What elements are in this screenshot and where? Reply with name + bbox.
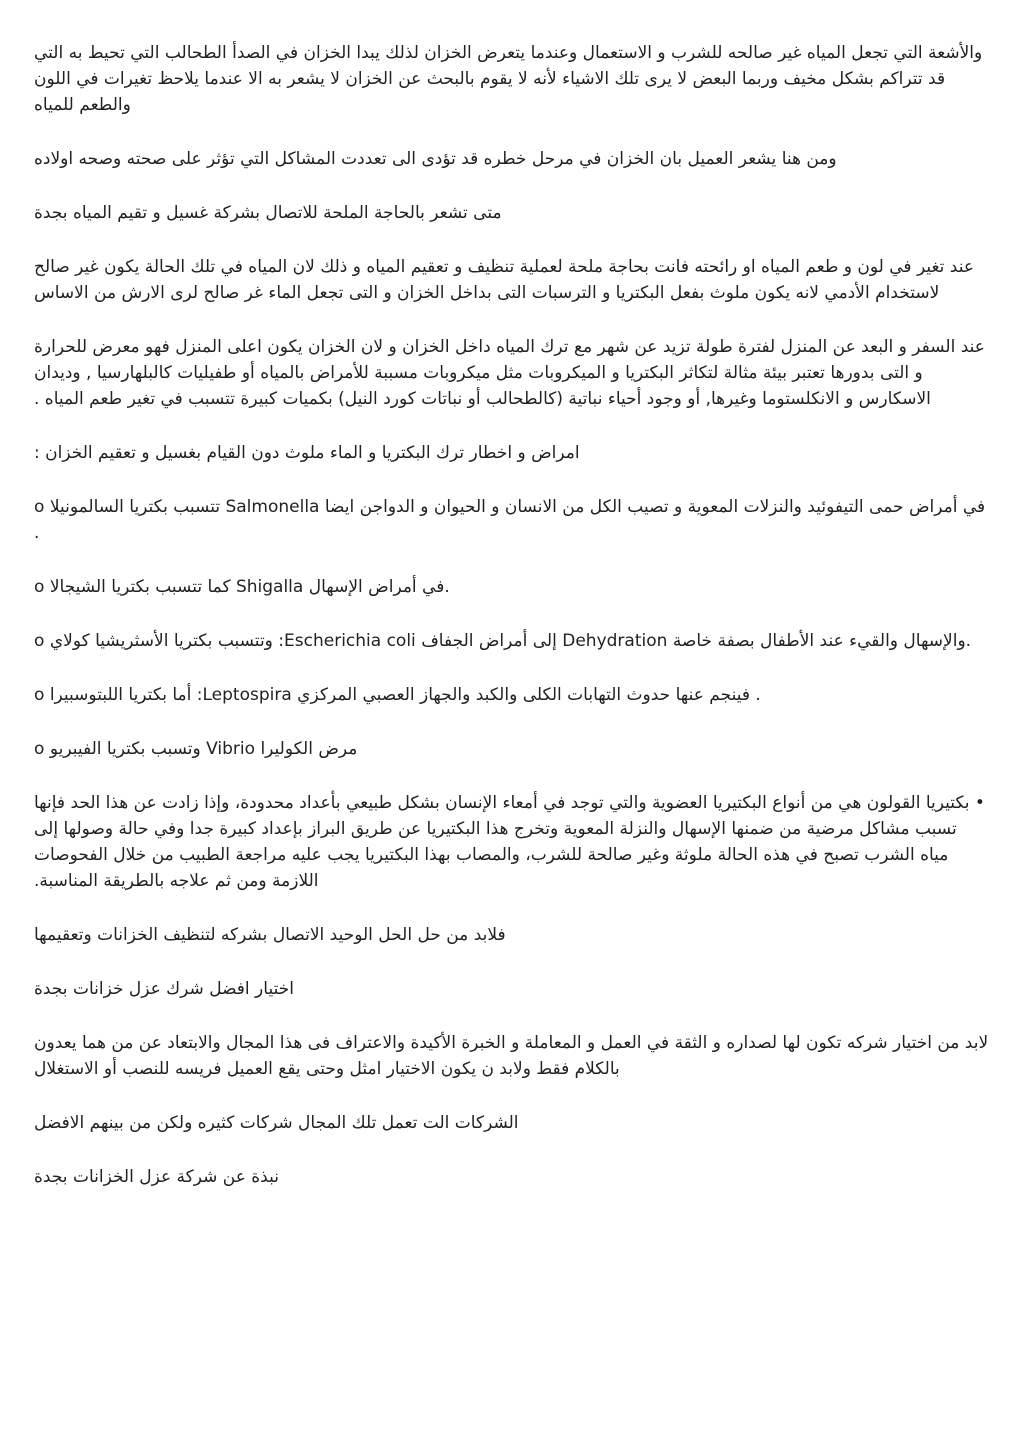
list-item-coliform-bacteria: • بكتيريا القولون هي من أنواع البكتيريا العضوية والتي توجد في أمعاء الإنسان بشكل طبيعي بأعداد محدودة، وإذا زادت عن هذا الحد فإنها تسبب مشاكل مرضية من ضمنها الإسهال والنزلة المعوية وتخرج هذا البكتيريا عن طريق البراز بإعداد كبيرة جدا وفي حالة وصولها إلى مياه الشرب تصبح في هذه الحالة ملوثة وغير صالحة للشرب، والمصاب بهذا البكتيريا يجب عليه مراجعة الطبيب من خلال الفحوصات اللازمة ومن ثم علاجه بالطريقة المناسبة. xyxy=(34,793,985,891)
paragraph-choose-trusted-company: لابد من اختيار شركه تكون لها لصداره و الثقة في العمل و المعاملة و الخبرة الأكيدة والاعتراف فى هذا المجال والابتعاد عن من هما يعدون بالكلام فقط ولابد ن يكون الاختيار امثل وحتى يقع العميل فريسه للنصب أو الاستغلال xyxy=(34,1033,989,1079)
paragraph-many-companies: الشركات الت تعمل تلك المجال شركات كثيره ولكن من بينهم الافضل xyxy=(34,1113,519,1133)
paragraph-client-danger: ومن هنا يشعر العميل بان الخزان في مرحل خطره قد تؤدى الى تعددت المشاكل التي تؤثر على صحته وصحه اولاده xyxy=(34,149,837,169)
paragraph-tank-rust-intro: والأشعة التي تجعل المياه غير صالحه للشرب و الاستعمال وعندما يتعرض الخزان لذلك يبدا الخزان في الصدأ الطحالب التي تحيط به التي قد تتراكم بشكل مخيف وربما البعض لا يرى تلك الاشياء لأنه لا يقوم بالبحث عن الخزان لا يشعر به الا عندما يلاحظ تغيرات في اللون والطعم للمياه xyxy=(34,43,983,115)
heading-diseases-dangers: امراض و اخطار ترك البكتريا و الماء ملوث دون القيام بغسيل و تعقيم الخزان : xyxy=(34,443,580,463)
list-item-leptospira: o أما بكتريا اللبتوسبيرا :Leptospira فينجم عنها حدوث التهابات الكلى والكبد والجهاز العصبي المركزي . xyxy=(34,685,761,705)
heading-when-to-call: متى تشعر بالحاجة الملحة للاتصال بشركة غسيل و تقيم المياه بجدة xyxy=(34,203,502,223)
paragraph-only-solution: فلابد من حل الحل الوحيد الاتصال بشركه لتنظيف الخزانات وتعقيمها xyxy=(34,925,506,945)
heading-about-company: نبذة عن شركة عزل الخزانات بجدة xyxy=(34,1167,279,1187)
list-item-salmonella: o تتسبب بكتريا السالمونيلا Salmonella في أمراض حمى التيفوئيد والنزلات المعوية و تصيب الكل من الانسان و الحيوان و الدواجن ايضا . xyxy=(34,497,986,543)
list-item-escherichia-coli: o وتتسبب بكتريا الأسثريشيا كولاي :Escherichia coli إلى أمراض الجفاف Dehydration والإسهال والقيء عند الأطفال بصفة خاصة. xyxy=(34,631,972,651)
list-item-vibrio: o وتسبب بكتريا الفيبريو Vibrio مرض الكوليرا xyxy=(34,739,358,759)
paragraph-travel-absence: عند السفر و البعد عن المنزل لفترة طولة تزيد عن شهر مع ترك المياه داخل الخزان و لان الخزان يكون اعلى المنزل فهو معرض للحرارة و التى بدورها تعتبر بيئة مثالة لتكاثر البكتريا و الميكروبات مثل ميكروبات مسببة للأمراض بالمياه أو طفيليات كالبلهارسيا , وديدان الاسكارس و الانكلستوما وغيرها, أو وجود أحياء نباتية (كالطحالب أو نباتات كورد النيل) بكميات كبيرة تتسبب في تغير طعم المياه . xyxy=(34,337,985,409)
paragraph-color-taste-change: عند تغير في لون و طعم المياه او رائحته فانت بحاجة ملحة لعملية تنظيف و تعقيم المياه و ذلك لان المياه في تلك الحالة يكون غير صالح لاستخدام الأدمي لانه يكون ملوث بفعل البكتريا و الترسبات التى بداخل الخزان و التى تجعل الماء غر صالح لرى الارش من الاساس xyxy=(34,257,975,303)
list-item-shigella: o كما تتسبب بكتريا الشيجالا Shigalla في أمراض الإسهال. xyxy=(34,577,450,597)
heading-choose-best-company: اختيار افضل شرك عزل خزانات بجدة xyxy=(34,979,294,999)
